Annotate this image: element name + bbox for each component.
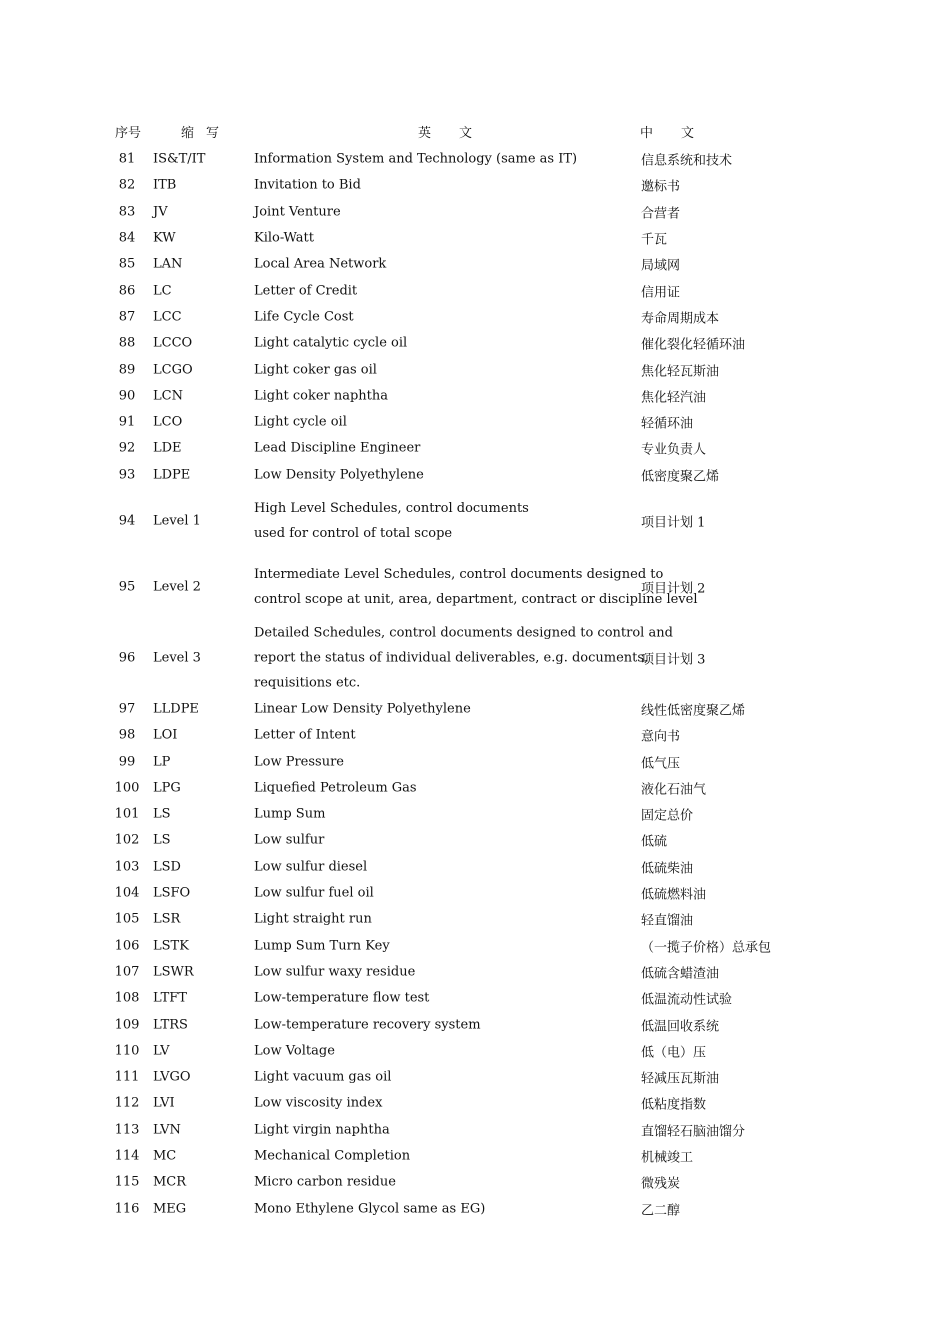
english-line: Linear Low Density Polyethylene (254, 701, 471, 717)
row-seq: 111 (114, 1069, 140, 1085)
table-row (0, 1143, 950, 1169)
table-row (0, 277, 950, 303)
row-english (254, 1038, 335, 1063)
row-abbr: LCGO (153, 362, 193, 378)
row-english (254, 959, 415, 984)
row-seq: 112 (114, 1095, 140, 1111)
english-line: Low sulfur diesel (254, 859, 368, 875)
row-chinese: 低硫燃料油 (641, 887, 707, 903)
row-english (254, 881, 374, 906)
english-line: Detailed Schedules, control documents designed to control and (254, 625, 673, 641)
row-abbr: LDPE (153, 467, 191, 483)
row-chinese: 低硫 (641, 834, 668, 850)
row-english (254, 1012, 481, 1037)
row-abbr: Level 2 (153, 579, 201, 595)
row-english (254, 1170, 396, 1195)
row-english (254, 802, 325, 827)
row-english (254, 410, 347, 435)
table-row (0, 959, 950, 985)
row-abbr: LTRS (153, 1017, 188, 1033)
row-english (254, 199, 341, 224)
row-abbr: LPG (153, 780, 181, 796)
table-row (0, 880, 950, 906)
row-english (254, 226, 314, 251)
row-abbr: LP (153, 754, 171, 770)
row-english (254, 562, 698, 612)
row-english (254, 496, 529, 546)
row-abbr: LAN (153, 256, 183, 272)
english-line: Light coker naphtha (254, 388, 389, 404)
english-line: Low Pressure (254, 754, 344, 770)
table-row (0, 330, 950, 356)
row-english (254, 357, 377, 382)
row-abbr: Level 1 (153, 513, 201, 529)
row-english (254, 304, 354, 329)
row-seq: 81 (118, 151, 136, 167)
header-seq: 序号 (115, 126, 142, 141)
row-english (254, 620, 673, 695)
table-row (0, 251, 950, 277)
table-row (0, 933, 950, 959)
table-row (0, 775, 950, 801)
row-english (254, 854, 367, 879)
row-chinese: 机械竣工 (641, 1150, 694, 1166)
english-line: Low sulfur fuel oil (254, 885, 374, 901)
row-english (254, 749, 344, 774)
english-line: requisitions etc. (254, 675, 361, 691)
row-abbr: LVN (153, 1122, 181, 1138)
row-seq: 85 (118, 256, 136, 272)
row-english (254, 907, 372, 932)
row-seq: 110 (114, 1043, 140, 1059)
row-english (254, 252, 386, 277)
row-seq: 96 (118, 650, 136, 666)
row-abbr: LV (153, 1043, 170, 1059)
english-line: Mechanical Completion (254, 1148, 411, 1164)
row-chinese: 乙二醇 (641, 1203, 681, 1219)
english-line: used for control of total scope (254, 525, 453, 541)
row-abbr: LSD (153, 859, 181, 875)
row-english (254, 1144, 410, 1169)
row-seq: 94 (118, 513, 136, 529)
english-line: Light catalytic cycle oil (254, 335, 408, 351)
table-row (0, 1090, 950, 1116)
row-abbr: MC (153, 1148, 177, 1164)
row-chinese: 合营者 (641, 206, 681, 222)
row-seq: 107 (114, 964, 140, 980)
table-header (0, 122, 950, 142)
row-chinese: 直馏轻石脑油馏分 (641, 1124, 746, 1140)
table-row (0, 1064, 950, 1090)
row-chinese: 千瓦 (641, 232, 668, 248)
english-line: Low-temperature flow test (254, 990, 430, 1006)
row-chinese: （一揽子价格）总承包 (641, 940, 772, 956)
row-chinese: 液化石油气 (641, 782, 707, 798)
row-chinese: 意向书 (641, 729, 681, 745)
row-seq: 91 (118, 414, 136, 430)
english-line: Letter of Intent (254, 727, 356, 743)
english-line: Mono Ethylene Glycol same as EG) (254, 1201, 486, 1217)
row-seq: 105 (114, 911, 140, 927)
row-seq: 93 (118, 467, 136, 483)
table-row (0, 854, 950, 880)
row-seq: 86 (118, 283, 136, 299)
row-chinese: 信息系统和技术 (641, 153, 733, 169)
row-chinese: 低硫含蜡渣油 (641, 966, 720, 982)
row-english (254, 462, 424, 487)
row-chinese: 轻减压瓦斯油 (641, 1071, 720, 1087)
table-row (0, 146, 950, 172)
row-abbr: MCR (153, 1174, 187, 1190)
row-english (254, 775, 417, 800)
row-seq: 90 (118, 388, 136, 404)
row-abbr: LVI (153, 1095, 175, 1111)
row-seq: 84 (118, 230, 136, 246)
row-abbr: LSWR (153, 964, 194, 980)
row-english (254, 1117, 390, 1142)
row-abbr: LSFO (153, 885, 191, 901)
row-abbr: Level 3 (153, 650, 201, 666)
row-english (254, 173, 361, 198)
table-row (0, 488, 950, 554)
english-line: Low-temperature recovery system (254, 1017, 481, 1033)
row-abbr: LCC (153, 309, 182, 325)
row-abbr: LS (153, 832, 171, 848)
table-row (0, 383, 950, 409)
row-chinese: 轻循环油 (641, 416, 694, 432)
english-line: Letter of Credit (254, 283, 358, 299)
table-row (0, 462, 950, 488)
row-seq: 103 (114, 859, 140, 875)
row-seq: 115 (114, 1174, 140, 1190)
table-row (0, 827, 950, 853)
row-chinese: 邀标书 (641, 179, 681, 195)
row-english (254, 723, 356, 748)
row-chinese: 线性低密度聚乙烯 (641, 703, 746, 719)
row-english (254, 828, 324, 853)
english-line: High Level Schedules, control documents (254, 500, 529, 516)
header-english: 英文 (418, 126, 501, 141)
row-chinese: 微残炭 (641, 1176, 681, 1192)
row-seq: 92 (118, 440, 136, 456)
row-chinese: 项目计划 3 (641, 652, 706, 668)
row-abbr: LVGO (153, 1069, 191, 1085)
english-line: Intermediate Level Schedules, control documents designed to (254, 566, 664, 582)
row-english (254, 436, 420, 461)
row-abbr: LOI (153, 727, 178, 743)
row-seq: 109 (114, 1017, 140, 1033)
row-seq: 97 (118, 701, 136, 717)
row-chinese: 催化裂化轻循环油 (641, 337, 746, 353)
glossary-table (0, 146, 950, 1222)
row-seq: 87 (118, 309, 136, 325)
row-seq: 82 (118, 177, 136, 193)
row-english (254, 331, 407, 356)
table-row (0, 409, 950, 435)
english-line: Invitation to Bid (254, 177, 361, 193)
row-chinese: 低（电）压 (641, 1045, 707, 1061)
row-chinese: 低硫柴油 (641, 861, 694, 877)
row-abbr: LLDPE (153, 701, 199, 717)
row-seq: 88 (118, 335, 136, 351)
english-line: Low Density Polyethylene (254, 467, 424, 483)
row-seq: 83 (118, 204, 136, 220)
english-line: Life Cycle Cost (254, 309, 354, 325)
table-row (0, 801, 950, 827)
row-seq: 104 (114, 885, 140, 901)
table-row (0, 1038, 950, 1064)
english-line: Local Area Network (254, 256, 387, 272)
row-abbr: LCCO (153, 335, 193, 351)
table-row (0, 906, 950, 932)
row-seq: 102 (114, 832, 140, 848)
row-chinese: 项目计划 1 (641, 515, 706, 531)
english-line: Low Voltage (254, 1043, 335, 1059)
row-chinese: 项目计划 2 (641, 581, 706, 597)
row-chinese: 低气压 (641, 756, 681, 772)
row-chinese: 焦化轻汽油 (641, 390, 707, 406)
row-english (254, 278, 357, 303)
row-english (254, 1196, 485, 1221)
table-row (0, 722, 950, 748)
english-line: Low viscosity index (254, 1095, 383, 1111)
row-seq: 89 (118, 362, 136, 378)
english-line: Light vacuum gas oil (254, 1069, 392, 1085)
row-chinese: 低温流动性试验 (641, 992, 733, 1008)
row-abbr: ITB (153, 177, 177, 193)
row-abbr: KW (153, 230, 176, 246)
english-line: Lump Sum (254, 806, 326, 822)
row-abbr: LTFT (153, 990, 187, 1006)
row-abbr: MEG (153, 1201, 187, 1217)
header-chinese: 中文 (640, 126, 723, 141)
row-seq: 98 (118, 727, 136, 743)
table-row (0, 620, 950, 696)
row-abbr: LCN (153, 388, 183, 404)
table-row (0, 1169, 950, 1195)
english-line: Micro carbon residue (254, 1174, 396, 1190)
table-row (0, 199, 950, 225)
row-english (254, 1091, 382, 1116)
table-row (0, 304, 950, 330)
english-line: Joint Venture (254, 204, 341, 220)
english-line: Liquefied Petroleum Gas (254, 780, 417, 796)
row-chinese: 焦化轻瓦斯油 (641, 364, 720, 380)
row-chinese: 低粘度指数 (641, 1097, 707, 1113)
table-row (0, 435, 950, 461)
row-chinese: 轻直馏油 (641, 913, 694, 929)
row-english (254, 1065, 391, 1090)
row-abbr: LSR (153, 911, 181, 927)
table-row (0, 1196, 950, 1222)
english-line: control scope at unit, area, department, contract or discipline level (254, 591, 698, 607)
table-row (0, 1117, 950, 1143)
row-abbr: IS&T/IT (153, 151, 206, 167)
row-abbr: LDE (153, 440, 182, 456)
row-seq: 99 (118, 754, 136, 770)
english-line: Low sulfur (254, 832, 325, 848)
table-row (0, 172, 950, 198)
row-seq: 108 (114, 990, 140, 1006)
row-english (254, 986, 429, 1011)
row-seq: 100 (114, 780, 140, 796)
row-chinese: 低温回收系统 (641, 1019, 720, 1035)
english-line: Kilo-Watt (254, 230, 314, 246)
table-row (0, 748, 950, 774)
row-seq: 116 (114, 1201, 140, 1217)
row-chinese: 专业负责人 (641, 442, 707, 458)
row-english (254, 933, 390, 958)
row-seq: 101 (114, 806, 140, 822)
english-line: Lump Sum Turn Key (254, 938, 390, 954)
table-row (0, 985, 950, 1011)
row-seq: 106 (114, 938, 140, 954)
row-english (254, 697, 471, 722)
header-abbr: 缩写 (181, 126, 232, 141)
row-abbr: JV (153, 204, 168, 220)
row-seq: 113 (114, 1122, 140, 1138)
english-line: report the status of individual deliverables, e.g. documents, (254, 650, 649, 666)
english-line: Low sulfur waxy residue (254, 964, 416, 980)
table-row (0, 356, 950, 382)
row-chinese: 信用证 (641, 285, 681, 301)
english-line: Light cycle oil (254, 414, 347, 430)
table-row (0, 554, 950, 620)
row-seq: 95 (118, 579, 136, 595)
row-chinese: 固定总价 (641, 808, 694, 824)
table-row (0, 1011, 950, 1037)
table-row (0, 696, 950, 722)
table-row (0, 225, 950, 251)
row-abbr: LS (153, 806, 171, 822)
row-abbr: LCO (153, 414, 183, 430)
row-chinese: 局域网 (641, 258, 681, 274)
english-line: Light coker gas oil (254, 362, 377, 378)
english-line: Light virgin naphtha (254, 1122, 390, 1138)
row-seq: 114 (114, 1148, 140, 1164)
row-abbr: LSTK (153, 938, 189, 954)
english-line: Lead Discipline Engineer (254, 440, 421, 456)
row-chinese: 低密度聚乙烯 (641, 469, 720, 485)
english-line: Light straight run (254, 911, 372, 927)
row-english (254, 147, 577, 172)
row-chinese: 寿命周期成本 (641, 311, 720, 327)
row-english (254, 383, 388, 408)
row-abbr: LC (153, 283, 172, 299)
english-line: Information System and Technology (same as IT) (254, 151, 578, 167)
